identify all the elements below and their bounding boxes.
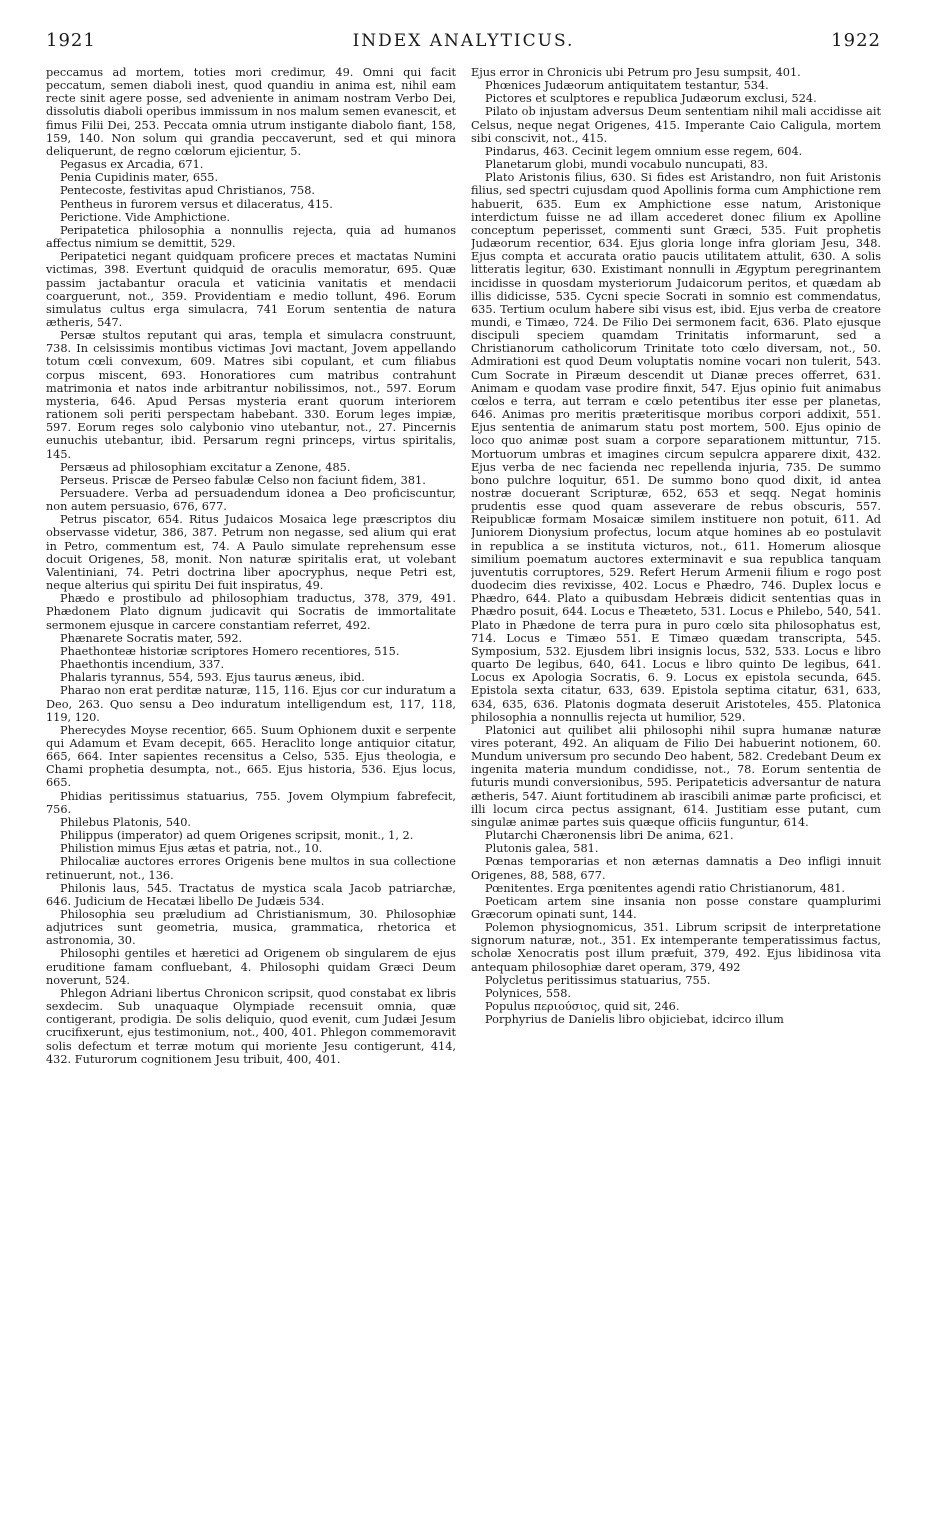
- index-entry: Phaethontis incendium, 337.: [60, 658, 225, 672]
- right-column: [471, 66, 881, 1526]
- running-title: INDEX ANALYTICUS.: [352, 31, 575, 51]
- index-entry: Perictione. Vide Amphictione.: [60, 210, 231, 224]
- index-entry: Phidias peritissimus statuarius, 755. Jovem Olympium fabrefecit, 756.: [46, 789, 456, 816]
- index-entry: Pentecoste, festivitas apud Christianos, 758.: [60, 184, 315, 198]
- right-page-number: 1922: [831, 30, 881, 51]
- index-entry: Pindarus, 463. Cecinit legem omnium esse regem, 604.: [485, 144, 803, 158]
- index-entry: Pictores et sculptores e republica Judæorum exclusi, 524.: [485, 92, 817, 106]
- text-columns: [46, 66, 881, 1526]
- index-entry: Pilato ob injustam adversus Deum sententiam nihil mali accidisse ait Celsus, neque negat Origenes, 415. Imperante Caio Caligula, mortem sibi conscivit, not., 415.: [471, 105, 881, 145]
- index-entry: peccamus ad mortem, toties mori credimur, 49. Omni qui facit peccatum, semen diaboli inest, quod quandiu in anima est, nihil eam recte sinit agere posse, sed adveniente in animam nostram Verbo Dei, dissolutis diaboli operibus immissum in nos malum semen evanescit, et fimus Filii Dei, 253. Peccata omnia utrum instigante diabolo fiant, 158, 159, 140. Non solum qui grandia peccaverunt, sed et qui minora deliquerunt, de regno cœlorum ejicientur, 5.: [46, 66, 456, 158]
- index-entry: Populus περιούσιος, quid sit, 246.: [485, 1000, 680, 1014]
- index-entry: Polemon physiognomicus, 351. Librum scripsit de interpretatione signorum naturæ, not., 351. Ex intemperante temperatissimus factus, scholæ Xenocratis post illum præfuit, 379, 492. Ejus libidinosa vita antequam philosophiæ daret operam, 379, 492: [471, 921, 881, 974]
- index-entry: Philosophia seu præludium ad Christianismum, 30. Philosophiæ adjutrices sunt geometria, musica, grammatica, rhetorica et astronomia, 30.: [46, 908, 456, 948]
- index-entry: Philistion mimus Ejus ætas et patria, not., 10.: [60, 842, 323, 856]
- index-entry: Pœnas temporarias et non æternas damnatis a Deo infligi innuit Origenes, 88, 588, 677.: [471, 855, 881, 882]
- index-entry: Phœnices Judæorum antiquitatem testantur, 534.: [485, 79, 769, 93]
- index-entry: Phaethonteæ historiæ scriptores Homero recentiores, 515.: [60, 644, 400, 658]
- index-entry: Phænarete Socratis mater, 592.: [60, 631, 243, 645]
- index-entry: Polycletus peritissimus statuarius, 755.: [485, 973, 711, 987]
- index-entry: Pentheus in furorem versus et dilaceratus, 415.: [60, 197, 333, 211]
- index-entry: Philocaliæ auctores errores Origenis bene multos in sua collectione retinuerunt, not., 136.: [46, 855, 456, 882]
- left-page-number: 1921: [46, 30, 96, 51]
- index-entry: Peripatetica philosophia a nonnullis rejecta, quia ad humanos affectus nimium se demittit, 529.: [46, 223, 456, 251]
- index-entry: Perseus. Priscæ de Perseo fabulæ Celso non faciunt fidem, 381.: [60, 473, 426, 487]
- index-entry: Philebus Platonis, 540.: [60, 815, 191, 829]
- index-entry: Plutarchi Chæronensis libri De anima, 621.: [485, 829, 734, 843]
- index-entry: Phædo e prostibulo ad philosophiam traductus, 378, 379, 491. Phædonem Plato dignum judicavit qui Socratis de immortalitate sermonem ejusque in carcere constantiam referret, 492.: [46, 592, 456, 632]
- index-entry: Plutonis galea, 581.: [485, 842, 599, 856]
- index-entry: Plato Aristonis filius, 630. Si fides est Aristandro, non fuit Aristonis filius, sed spectri cujusdam quod Apollinis forma cum Amphictione rem habuerit, 635. Eum ex Amphictione esse natum, Aristonique interdictum fuisse ne ad illam accederet donec filium ex Apolline conceptum peperisset, commenti sunt Græci, 535. Fuit prophetis Judæorum recentior, 634. Ejus gloria longe infra gloriam Jesu, 348. Ejus compta et accurata oratio paucis utilitatem attulit, 630. A solis litteratis legitur, 630. Existimant nonnulli in Ægyptum peregrinantem incidisse in quosdam mysteriorum Judaicorum peritos, et quædam ab illis didicisse, 535. Cycni specie Socrati in somnio est commendatus, 635. Tertium oculum habere sibi visus est, ibid. Ejus verba de creatore mundi, e Timæo, 724. De Filio Dei sermonem facit, 636. Plato ejusque discipuli speciem quamdam Trinitatis informarunt, sed a Christianorum catholicorum Trinitate toto cœlo diversam, not., 50. Admirationi est quod Deum voluptatis nomine vocari non tulerit, 543. Cum Socrate in Piræum descendit ut Dianæ preces offerret, 631. Animam e quodam vase prodire finxit, 547. Ejus opinio fuit animabus cœlos e terra, aut terram e cœlo petentibus iter esse per planetas, 646. Animas pro meritis præteritisque moribus corpori addixit, 551. Ejus sententia de animarum statu post mortem, 500. Ejus opinio de loco quo animæ post suam a corpore separationem mittuntur, 715. Mortuorum umbras et imagines circum sepulcra apparere dixit, 432. Ejus verba de nec facienda nec repellenda injuria, 735. De summo bono pulchre loquitur, 651. De summo bono quod dixit, id antea nostræ docuerant Scripturæ, 652, 653 et seqq. Negat hominis prudentis esse quod quam asseverare de rebus obscuris, 557. Reipublicæ formam Mosaicæ similem instituere non potuit, 611. Ad Juniorem Dionysium profectus, locum atque homines ab eo postulavit in republica a se instituta victuros, not., 611. Homerum aliosque similium poematum auctores exterminavit e sua republica tanquam juventutis corruptores, 529. Refert Herum Armenii filium e rogo post duodecim dies revixisse, 402. Locus e Phædro, 746. Duplex locus e Phædro, 644. Plato a quibusdam Hebræis didicit sententias quas in Phædro posuit, 644. Locus e Theæteto, 531. Locus e Philebo, 540, 541. Plato in Phædone de terra pura in puro cœlo sita philosophatus est, 714. Locus e Timæo 551. E Timæo quædam transcripta, 545. Symposium, 532. Ejusdem libri insignis locus, 532, 533. Locus e libro quarto De legibus, 640, 641. Locus e libro quinto De legibus, 641. Locus ex Apologia Socratis, 6. 9. Locus ex epistola secunda, 645. Epistola sexta citatur, 633, 639. Epistola septima citatur, 631, 633, 634, 635, 636. Platonis dogmata deseruit Aristoteles, 455. Platonica philosophia a nonnullis rejecta ut humilior, 529.: [471, 171, 881, 724]
- index-entry: Pœnitentes. Erga pœnitentes agendi ratio Christianorum, 481.: [485, 881, 845, 895]
- index-entry: Polynices, 558.: [485, 986, 571, 1000]
- index-entry: Ejus error in Chronicis ubi Petrum pro Jesu sumpsit, 401.: [471, 66, 801, 79]
- index-entry: Philonis laus, 545. Tractatus de mystica scala Jacob patriarchæ, 646. Judicium de Hecatæi libello De Judæis 534.: [46, 881, 456, 908]
- index-entry: Philippus (imperator) ad quem Origenes scripsit, monit., 1, 2.: [60, 829, 414, 843]
- index-entry: Phalaris tyrannus, 554, 593. Ejus taurus æneus, ibid.: [60, 671, 365, 685]
- index-entry: Petrus piscator, 654. Ritus Judaicos Mosaica lege præscriptos diu observasse videtur, 386, 387. Petrum non negasse, sed alium qui erat in Petro, commentum est, 74. A Paulo simulate reprehensum esse docuit Origenes, 58, monit. Non naturæ spiritalis erat, ut volebant Valentiniani, 74. Petri doctrina liber apocryphus, neque Petri est, neque alterius qui spiritu Dei fuit inspiratus, 49.: [46, 513, 456, 593]
- index-entry: Porphyrius de Danielis libro objiciebat, idcirco illum: [485, 1013, 784, 1027]
- index-entry: Philosophi gentiles et hæretici ad Origenem ob singularem de ejus eruditione famam confluebant, 4. Philosophi quidam Græci Deum noverunt, 524.: [46, 947, 456, 987]
- left-column: [46, 66, 456, 1526]
- index-entry: Persæ stultos reputant qui aras, templa et simulacra construunt, 738. In celsissimis montibus victimas Jovi mactant, Jovem appellando totum cœli convexum, 609. Matres sibi copulant, et cum filiabus corpus miscent, 693. Honoratiores cum matribus contrahunt matrimonia et natos inde arbitrantur nobilissimos, not., 597. Eorum mysteria, 646. Apud Persas mysteria erant quorum interiorem rationem soli periti perspectam habebant. 330. Eorum leges impiæ, 597. Eorum reges solo calybonio vino utebantur, not., 27. Pincernis eunuchis utebantur, ibid. Persarum regni princeps, virtus spiritalis, 145.: [46, 329, 456, 461]
- index-entry: Platonici aut quilibet alii philosophi nihil supra humanæ naturæ vires poterant, 492. An aliquam de Filio Dei habuerint notionem, 60. Mundum universum pro secundo Deo habent, 582. Credebant Deum ex ingenita materia mundum condidisse, not., 78. Eorum sententia de futuris mundi conversionibus, 595. Peripateticis adversantur de natura ætheris, 547. Aiunt fortitudinem ab irascibili animæ parte proficisci, et illi locum circa pectus assignant, 614. Justitiam esse putant, cum singulæ animæ partes suis quæque officiis funguntur, 614.: [471, 723, 881, 829]
- index-entry: Persuadere. Verba ad persuadendum idonea a Deo proficiscuntur, non autem persuasio, 676, 677.: [46, 487, 456, 514]
- index-entry: Planetarum globi, mundi vocabulo nuncupati, 83.: [485, 158, 768, 172]
- index-entry: Poeticam artem sine insania non posse constare quamplurimi Græcorum opinati sunt, 144.: [471, 894, 881, 921]
- index-entry: Penia Cupidinis mater, 655.: [60, 171, 219, 185]
- page-header: [46, 30, 881, 58]
- index-entry: Phlegon Adriani libertus Chronicon scripsit, quod constabat ex libris sexdecim. Sub unaquaque Olympiade recensuit omnia, quæ contigerant, prodigia. De solis deliquio, quod evenit, cum Judæi Jesum crucifixerunt, ejus testimonium, not., 400, 401. Phlegon commemoravit solis defectum et terræ motum qui moriente Jesu contigerunt, 414, 432. Futurorum cognitionem Jesu tribuit, 400, 401.: [46, 986, 456, 1066]
- index-entry: Pharao non erat perditæ naturæ, 115, 116. Ejus cor cur induratum a Deo, 263. Quo sensu a Deo induratum intelligendum est, 117, 118, 119, 120.: [46, 684, 456, 724]
- index-entry: Pherecydes Moyse recentior, 665. Suum Ophionem duxit e serpente qui Adamum et Evam decepit, 665. Heraclito longe antiquior citatur, 665, 664. Inter sapientes recensitus a Celso, 535. Ejus theologia, e Chami prophetia desumpta, not., 665. Ejus historia, 536. Ejus locus, 665.: [46, 723, 456, 790]
- index-entry: Persæus ad philosophiam excitatur a Zenone, 485.: [60, 460, 351, 474]
- index-entry: Pegasus ex Arcadia, 671.: [60, 158, 204, 172]
- index-entry: Peripatetici negant quidquam proficere preces et mactatas Numini victimas, 398. Evertunt quidquid de oraculis memoratur, 695. Quæ passim jactabantur oracula et vaticinia vanitatis et mendacii coarguerunt, not., 359. Providentiam e medio tollunt, 496. Eorum simulatus cultus erga simulacra, 741 Eorum sententia de natura ætheris, 547.: [46, 250, 456, 329]
